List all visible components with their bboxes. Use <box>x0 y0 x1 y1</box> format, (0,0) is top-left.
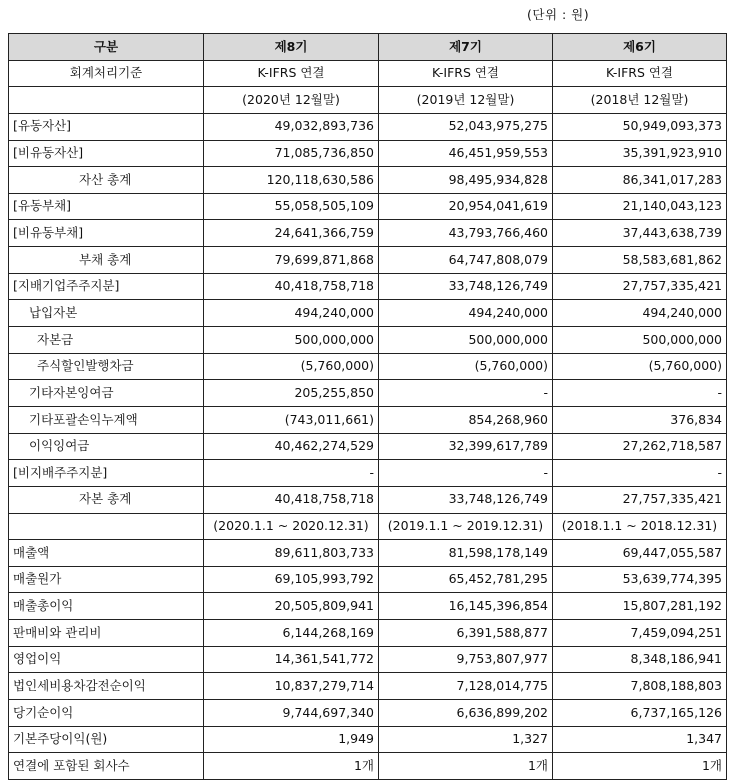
value-cell: 7,459,094,251 <box>553 620 727 647</box>
header-period-8: 제8기 <box>204 34 379 61</box>
row-label: 연결에 포함된 회사수 <box>9 753 204 780</box>
value-cell: 32,399,617,789 <box>379 433 553 460</box>
date-value: (2020년 12월말) <box>204 87 379 114</box>
row-label: 법인세비용차감전순이익 <box>9 673 204 700</box>
row-label: 이익잉여금 <box>9 433 204 460</box>
table-row <box>9 673 727 700</box>
value-cell: - <box>553 380 727 407</box>
value-cell: 1,327 <box>379 726 553 753</box>
value-cell: 854,268,960 <box>379 406 553 433</box>
value-cell: 43,793,766,460 <box>379 220 553 247</box>
value-cell: 53,639,774,395 <box>553 566 727 593</box>
value-cell: 6,144,268,169 <box>204 620 379 647</box>
table-row <box>9 380 727 407</box>
value-cell: 1개 <box>204 753 379 780</box>
value-cell: 21,140,043,123 <box>553 193 727 220</box>
table-row <box>9 406 727 433</box>
value-cell: 49,032,893,736 <box>204 113 379 140</box>
row-label: [비지배주주지분] <box>9 460 204 487</box>
table-row <box>9 646 727 673</box>
value-cell: 16,145,396,854 <box>379 593 553 620</box>
value-cell: 20,505,809,941 <box>204 593 379 620</box>
empty-cell <box>9 513 204 540</box>
value-cell: 9,753,807,977 <box>379 646 553 673</box>
value-cell: 52,043,975,275 <box>379 113 553 140</box>
value-cell: 69,447,055,587 <box>553 540 727 567</box>
standard-value: K-IFRS 연결 <box>204 60 379 87</box>
value-cell: 1개 <box>553 753 727 780</box>
row-label: [비유동부채] <box>9 220 204 247</box>
table-row <box>9 220 727 247</box>
value-cell: 15,807,281,192 <box>553 593 727 620</box>
value-cell: 27,757,335,421 <box>553 486 727 513</box>
value-cell: (5,760,000) <box>553 353 727 380</box>
row-label: 매출원가 <box>9 566 204 593</box>
table-row <box>9 620 727 647</box>
value-cell: - <box>379 460 553 487</box>
value-cell: 46,451,959,553 <box>379 140 553 167</box>
value-cell: 494,240,000 <box>204 300 379 327</box>
value-cell: 9,744,697,340 <box>204 700 379 727</box>
value-cell: 40,462,274,529 <box>204 433 379 460</box>
row-label: 부채 총계 <box>9 247 204 274</box>
row-label: [지배기업주주지분] <box>9 273 204 300</box>
value-cell: 500,000,000 <box>553 327 727 354</box>
table-row <box>9 540 727 567</box>
value-cell: 494,240,000 <box>379 300 553 327</box>
value-cell: 376,834 <box>553 406 727 433</box>
table-row <box>9 566 727 593</box>
value-cell: 6,391,588,877 <box>379 620 553 647</box>
value-cell: 1개 <box>379 753 553 780</box>
value-cell: 86,341,017,283 <box>553 167 727 194</box>
value-cell: (5,760,000) <box>379 353 553 380</box>
financial-summary-table <box>8 33 727 780</box>
row-label: 기타자본잉여금 <box>9 380 204 407</box>
value-cell: 7,808,188,803 <box>553 673 727 700</box>
value-cell: 27,757,335,421 <box>553 273 727 300</box>
row-label: 기본주당이익(원) <box>9 726 204 753</box>
value-cell: 69,105,993,792 <box>204 566 379 593</box>
value-cell: - <box>379 380 553 407</box>
value-cell: (5,760,000) <box>204 353 379 380</box>
value-cell: 24,641,366,759 <box>204 220 379 247</box>
value-cell: 79,699,871,868 <box>204 247 379 274</box>
value-cell: 35,391,923,910 <box>553 140 727 167</box>
value-cell: 50,949,093,373 <box>553 113 727 140</box>
period-value: (2018.1.1 ~ 2018.12.31) <box>553 513 727 540</box>
value-cell: - <box>553 460 727 487</box>
table-row <box>9 300 727 327</box>
table-row <box>9 433 727 460</box>
row-label: 기타포괄손익누계액 <box>9 406 204 433</box>
unit-label: (단위 : 원) <box>527 7 590 22</box>
value-cell: 37,443,638,739 <box>553 220 727 247</box>
table-row <box>9 193 727 220</box>
table-row <box>9 460 727 487</box>
table-row <box>9 273 727 300</box>
table-row <box>9 726 727 753</box>
value-cell: 6,737,165,126 <box>553 700 727 727</box>
value-cell: (743,011,661) <box>204 406 379 433</box>
row-label: 판매비와 관리비 <box>9 620 204 647</box>
header-row <box>9 34 727 61</box>
standard-value: K-IFRS 연결 <box>553 60 727 87</box>
value-cell: 89,611,803,733 <box>204 540 379 567</box>
table-row <box>9 593 727 620</box>
value-cell: 6,636,899,202 <box>379 700 553 727</box>
value-cell: 10,837,279,714 <box>204 673 379 700</box>
value-cell: - <box>204 460 379 487</box>
period-row <box>9 513 727 540</box>
row-label: 영업이익 <box>9 646 204 673</box>
value-cell: 7,128,014,775 <box>379 673 553 700</box>
table-row <box>9 247 727 274</box>
row-label: 자본금 <box>9 327 204 354</box>
value-cell: 500,000,000 <box>379 327 553 354</box>
value-cell: 205,255,850 <box>204 380 379 407</box>
header-period-7: 제7기 <box>379 34 553 61</box>
row-label: 주식할인발행차금 <box>9 353 204 380</box>
row-label: 자본 총계 <box>9 486 204 513</box>
value-cell: 1,347 <box>553 726 727 753</box>
value-cell: 98,495,934,828 <box>379 167 553 194</box>
date-row <box>9 87 727 114</box>
standard-value: K-IFRS 연결 <box>379 60 553 87</box>
table-row <box>9 113 727 140</box>
value-cell: 40,418,758,718 <box>204 486 379 513</box>
value-cell: 1,949 <box>204 726 379 753</box>
empty-cell <box>9 87 204 114</box>
row-label: [비유동자산] <box>9 140 204 167</box>
period-value: (2020.1.1 ~ 2020.12.31) <box>204 513 379 540</box>
value-cell: 33,748,126,749 <box>379 486 553 513</box>
value-cell: 64,747,808,079 <box>379 247 553 274</box>
value-cell: 20,954,041,619 <box>379 193 553 220</box>
date-value: (2019년 12월말) <box>379 87 553 114</box>
row-label: [유동자산] <box>9 113 204 140</box>
period-value: (2019.1.1 ~ 2019.12.31) <box>379 513 553 540</box>
table-row <box>9 327 727 354</box>
table-row <box>9 700 727 727</box>
value-cell: 81,598,178,149 <box>379 540 553 567</box>
value-cell: 65,452,781,295 <box>379 566 553 593</box>
table-row <box>9 167 727 194</box>
row-label: 납입자본 <box>9 300 204 327</box>
table-row <box>9 753 727 780</box>
accounting-standard-row <box>9 60 727 87</box>
value-cell: 58,583,681,862 <box>553 247 727 274</box>
value-cell: 494,240,000 <box>553 300 727 327</box>
value-cell: 120,118,630,586 <box>204 167 379 194</box>
row-label: 매출총이익 <box>9 593 204 620</box>
row-label: 회계처리기준 <box>9 60 204 87</box>
date-value: (2018년 12월말) <box>553 87 727 114</box>
table-row <box>9 353 727 380</box>
value-cell: 33,748,126,749 <box>379 273 553 300</box>
value-cell: 40,418,758,718 <box>204 273 379 300</box>
header-category: 구분 <box>9 34 204 61</box>
value-cell: 27,262,718,587 <box>553 433 727 460</box>
row-label: [유동부채] <box>9 193 204 220</box>
value-cell: 71,085,736,850 <box>204 140 379 167</box>
row-label: 자산 총계 <box>9 167 204 194</box>
row-label: 매출액 <box>9 540 204 567</box>
header-period-6: 제6기 <box>553 34 727 61</box>
value-cell: 14,361,541,772 <box>204 646 379 673</box>
row-label: 당기순이익 <box>9 700 204 727</box>
value-cell: 500,000,000 <box>204 327 379 354</box>
value-cell: 8,348,186,941 <box>553 646 727 673</box>
table-row <box>9 486 727 513</box>
table-row <box>9 140 727 167</box>
value-cell: 55,058,505,109 <box>204 193 379 220</box>
